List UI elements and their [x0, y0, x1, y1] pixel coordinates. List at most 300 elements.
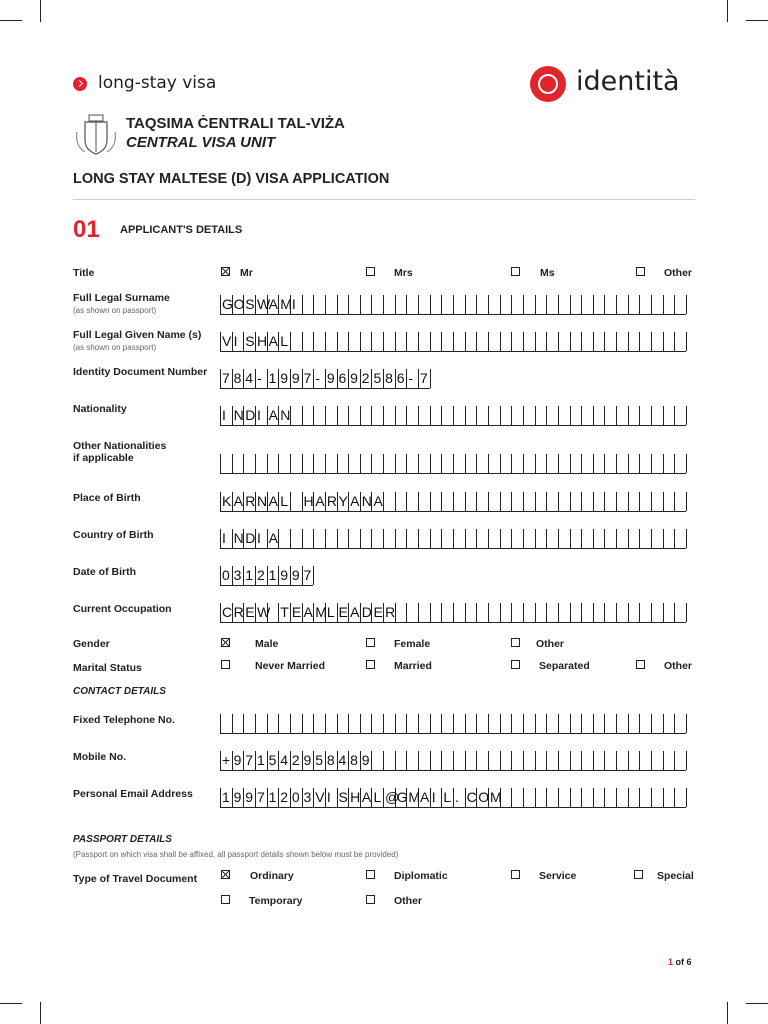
country-of-birth-field[interactable]	[220, 529, 686, 549]
field-cell-divider	[500, 751, 501, 770]
field-cell-divider	[371, 714, 372, 733]
field-cell-divider	[278, 454, 279, 473]
field-cell-divider	[674, 454, 675, 473]
field-cell-divider	[337, 529, 338, 548]
gender-female-checkbox[interactable]	[366, 638, 375, 647]
field-cell-divider	[453, 603, 454, 622]
field-char: 5	[373, 370, 382, 386]
field-cell-divider	[348, 454, 349, 473]
field-cell-divider	[616, 406, 617, 425]
field-char: @	[385, 789, 400, 805]
field-char: Y	[338, 493, 348, 509]
field-cell-divider	[267, 751, 268, 770]
field-cell-divider	[290, 529, 291, 548]
field-cell-divider	[604, 714, 605, 733]
field-char: +	[222, 752, 231, 768]
doc-diplomatic-checkbox[interactable]	[366, 870, 375, 879]
field-cell-divider	[616, 751, 617, 770]
field-cell-divider	[371, 295, 372, 314]
field-cell-divider	[616, 332, 617, 351]
field-cell-divider	[243, 369, 244, 388]
field-cell-divider	[430, 332, 431, 351]
field-cell-divider	[523, 332, 524, 351]
field-cell-divider	[430, 714, 431, 733]
travel-document-label: Type of Travel Document	[73, 873, 198, 885]
field-cell-divider	[383, 751, 384, 770]
field-cell-divider	[418, 332, 419, 351]
divider	[73, 199, 695, 200]
field-cell-divider	[511, 492, 512, 511]
field-cell-divider	[371, 751, 372, 770]
field-char: I	[222, 530, 226, 546]
field-cell-divider	[383, 714, 384, 733]
field-char: H	[350, 789, 361, 805]
field-cell-divider	[395, 369, 396, 388]
field-cell-divider	[255, 603, 256, 622]
email-label: Personal Email Address	[73, 788, 193, 800]
field-cell-divider	[220, 788, 221, 807]
field-char: 8	[326, 752, 335, 768]
field-char: E	[338, 604, 348, 620]
field-cell-divider	[430, 492, 431, 511]
field-cell-divider	[570, 714, 571, 733]
field-cell-divider	[290, 603, 291, 622]
field-cell-divider	[232, 751, 233, 770]
field-char: 3	[233, 567, 242, 583]
field-char: A	[315, 493, 325, 509]
marital-status-label: Marital Status	[73, 662, 142, 674]
field-cell-divider	[628, 714, 629, 733]
field-cell-divider	[686, 751, 687, 770]
field-char: 2	[256, 567, 265, 583]
field-cell-divider	[535, 529, 536, 548]
field-cell-divider	[290, 751, 291, 770]
field-cell-divider	[302, 406, 303, 425]
field-cell-divider	[232, 788, 233, 807]
field-cell-divider	[290, 714, 291, 733]
field-cell-divider	[686, 295, 687, 314]
field-cell-divider	[628, 788, 629, 807]
field-char: 6	[396, 370, 405, 386]
field-cell-divider	[337, 369, 338, 388]
field-cell-divider	[535, 788, 536, 807]
date-of-birth-label: Date of Birth	[73, 566, 136, 578]
section-number: 01	[73, 216, 100, 243]
field-cell-divider	[453, 406, 454, 425]
field-char: L	[443, 789, 452, 805]
field-cell-divider	[511, 751, 512, 770]
field-cell-divider	[255, 454, 256, 473]
marital-other-checkbox[interactable]	[636, 660, 645, 669]
field-cell-divider	[593, 406, 594, 425]
field-cell-divider	[267, 529, 268, 548]
doc-special-checkbox[interactable]	[634, 870, 643, 879]
title-ms-checkbox[interactable]	[511, 267, 520, 276]
field-char: I	[256, 407, 261, 423]
field-char: D	[245, 530, 256, 546]
field-cell-divider	[686, 529, 687, 548]
title-mrs-checkbox[interactable]	[366, 267, 375, 276]
field-cell-divider	[651, 529, 652, 548]
field-cell-divider	[651, 332, 652, 351]
crop-mark	[0, 1003, 22, 1004]
field-cell-divider	[325, 751, 326, 770]
field-cell-divider	[453, 751, 454, 770]
surname-label: Full Legal Surname	[73, 292, 170, 304]
field-char: R	[245, 493, 256, 509]
marital-option-never-married: Never Married	[255, 660, 326, 672]
department-maltese: TAQSIMA ĊENTRALI TAL-VIŻA	[126, 115, 345, 132]
field-cell-divider	[220, 529, 221, 548]
field-cell-divider	[570, 788, 571, 807]
field-cell-divider	[628, 454, 629, 473]
field-cell-divider	[686, 454, 687, 473]
field-cell-divider	[523, 492, 524, 511]
field-cell-divider	[686, 788, 687, 807]
field-char: R	[233, 604, 244, 620]
field-cell-divider	[243, 454, 244, 473]
field-cell-divider	[535, 492, 536, 511]
field-cell-divider	[267, 566, 268, 585]
page-number	[668, 957, 692, 967]
surname-field[interactable]	[220, 295, 686, 315]
field-cell-divider	[383, 788, 384, 807]
field-cell-divider	[546, 406, 547, 425]
other-nationalities-field[interactable]	[220, 454, 686, 474]
field-cell-divider	[290, 566, 291, 585]
brand-identita: identità	[576, 66, 680, 97]
doc-other-checkbox[interactable]	[366, 895, 375, 904]
field-cell-divider	[278, 603, 279, 622]
field-cell-divider	[267, 714, 268, 733]
field-cell-divider	[383, 454, 384, 473]
field-cell-divider	[313, 529, 314, 548]
id-number-label: Identity Document Number	[73, 366, 208, 378]
field-cell-divider	[511, 454, 512, 473]
field-cell-divider	[441, 492, 442, 511]
field-cell-divider	[418, 369, 419, 388]
field-cell-divider	[581, 295, 582, 314]
field-cell-divider	[593, 788, 594, 807]
field-cell-divider	[337, 406, 338, 425]
gender-male-checkbox[interactable]	[221, 638, 230, 647]
field-cell-divider	[290, 332, 291, 351]
marital-option-separated: Separated	[539, 660, 590, 672]
marital-separated-checkbox[interactable]	[511, 660, 520, 669]
field-cell-divider	[523, 788, 524, 807]
title-option-mrs: Mrs	[394, 267, 413, 279]
field-char: A	[233, 493, 243, 509]
field-char: L	[280, 493, 289, 509]
field-cell-divider	[348, 529, 349, 548]
field-char: W	[256, 604, 271, 620]
field-cell-divider	[406, 529, 407, 548]
field-cell-divider	[651, 603, 652, 622]
field-cell-divider	[243, 332, 244, 351]
field-cell-divider	[604, 492, 605, 511]
field-cell-divider	[558, 788, 559, 807]
field-char: E	[245, 604, 255, 620]
field-cell-divider	[616, 788, 617, 807]
field-cell-divider	[360, 332, 361, 351]
occupation-field[interactable]	[220, 603, 686, 623]
field-char: A	[420, 789, 430, 805]
field-cell-divider	[430, 454, 431, 473]
field-cell-divider	[406, 714, 407, 733]
field-char: 9	[303, 752, 312, 768]
field-cell-divider	[604, 295, 605, 314]
mobile-field[interactable]	[220, 751, 686, 771]
field-cell-divider	[570, 529, 571, 548]
field-char: N	[233, 530, 244, 546]
field-char: 5	[315, 752, 323, 768]
field-char: R	[385, 604, 396, 620]
marital-married-checkbox[interactable]	[366, 660, 375, 669]
field-cell-divider	[604, 788, 605, 807]
field-cell-divider	[395, 332, 396, 351]
field-cell-divider	[500, 492, 501, 511]
given-name-field[interactable]	[220, 332, 686, 352]
field-cell-divider	[639, 454, 640, 473]
field-cell-divider	[430, 406, 431, 425]
field-cell-divider	[453, 788, 454, 807]
date-of-birth-field[interactable]	[220, 566, 313, 586]
field-cell-divider	[674, 295, 675, 314]
field-cell-divider	[535, 603, 536, 622]
field-cell-divider	[220, 295, 221, 314]
field-cell-divider	[302, 369, 303, 388]
field-cell-divider	[220, 369, 221, 388]
field-cell-divider	[511, 529, 512, 548]
field-char: 9	[233, 789, 242, 805]
crop-mark	[40, 1002, 41, 1024]
field-cell-divider	[686, 332, 687, 351]
field-char: I	[291, 296, 296, 312]
field-cell-divider	[570, 454, 571, 473]
field-cell-divider	[290, 788, 291, 807]
field-cell-divider	[686, 492, 687, 511]
field-cell-divider	[535, 454, 536, 473]
marital-option-married: Married	[394, 660, 432, 672]
field-cell-divider	[418, 492, 419, 511]
field-char: A	[361, 789, 372, 805]
field-char: V	[222, 333, 232, 349]
field-cell-divider	[546, 332, 547, 351]
title-other-checkbox[interactable]	[636, 267, 645, 276]
doc-service-checkbox[interactable]	[511, 870, 520, 879]
field-cell-divider	[558, 454, 559, 473]
field-char: A	[268, 296, 278, 312]
field-cell-divider	[441, 295, 442, 314]
field-cell-divider	[255, 714, 256, 733]
field-cell-divider	[476, 295, 477, 314]
email-field[interactable]	[220, 788, 686, 808]
field-char: O	[478, 789, 490, 805]
field-cell-divider	[663, 788, 664, 807]
field-cell-divider	[220, 406, 221, 425]
field-cell-divider	[337, 603, 338, 622]
field-char: D	[361, 604, 372, 620]
field-cell-divider	[639, 332, 640, 351]
field-cell-divider	[325, 295, 326, 314]
field-cell-divider	[406, 369, 407, 388]
field-cell-divider	[581, 788, 582, 807]
field-cell-divider	[628, 603, 629, 622]
field-cell-divider	[267, 454, 268, 473]
field-cell-divider	[546, 714, 547, 733]
field-cell-divider	[628, 529, 629, 548]
field-char: R	[326, 493, 337, 509]
doc-option-diplomatic: Diplomatic	[394, 870, 448, 882]
section-label: APPLICANT'S DETAILS	[120, 224, 243, 236]
gender-option-male: Male	[255, 638, 279, 650]
field-char: E	[373, 604, 383, 620]
field-cell-divider	[348, 295, 349, 314]
brand-long-stay-visa: long-stay visa	[98, 73, 217, 93]
field-char: D	[245, 407, 256, 423]
field-cell-divider	[255, 751, 256, 770]
field-char: 4	[280, 752, 289, 768]
field-cell-divider	[546, 295, 547, 314]
place-of-birth-field[interactable]	[220, 492, 686, 512]
field-cell-divider	[313, 751, 314, 770]
gender-other-checkbox[interactable]	[511, 638, 520, 647]
field-cell-divider	[337, 332, 338, 351]
nationality-field[interactable]	[220, 406, 686, 426]
field-char: S	[245, 296, 255, 312]
field-char: 0	[222, 567, 230, 583]
field-char: A	[350, 604, 360, 620]
field-cell-divider	[278, 529, 279, 548]
field-cell-divider	[418, 714, 419, 733]
field-cell-divider	[348, 492, 349, 511]
field-cell-divider	[500, 332, 501, 351]
field-cell-divider	[383, 492, 384, 511]
field-cell-divider	[232, 369, 233, 388]
field-cell-divider	[371, 369, 372, 388]
field-cell-divider	[476, 529, 477, 548]
field-cell-divider	[267, 406, 268, 425]
field-cell-divider	[488, 529, 489, 548]
field-char: E	[291, 604, 302, 620]
field-cell-divider	[546, 492, 547, 511]
field-char: -	[315, 370, 320, 386]
field-cell-divider	[278, 492, 279, 511]
field-cell-divider	[651, 492, 652, 511]
fixed-telephone-label: Fixed Telephone No.	[73, 714, 175, 726]
field-cell-divider	[465, 332, 466, 351]
field-char: I	[256, 530, 261, 546]
field-cell-divider	[313, 566, 314, 585]
field-cell-divider	[325, 332, 326, 351]
field-cell-divider	[406, 603, 407, 622]
field-cell-divider	[558, 406, 559, 425]
page-current: 1	[668, 957, 674, 967]
other-nationalities-label: Other Nationalities	[73, 440, 167, 452]
field-char: I	[233, 333, 238, 349]
id-number-field[interactable]	[220, 369, 430, 389]
given-name-label: Full Legal Given Name (s)	[73, 329, 202, 341]
field-char: 1	[268, 567, 277, 583]
doc-option-other: Other	[394, 895, 423, 907]
field-cell-divider	[558, 529, 559, 548]
doc-ordinary-checkbox[interactable]	[221, 870, 230, 879]
field-cell-divider	[302, 454, 303, 473]
field-cell-divider	[686, 603, 687, 622]
field-cell-divider	[465, 603, 466, 622]
field-cell-divider	[476, 332, 477, 351]
field-cell-divider	[535, 751, 536, 770]
field-cell-divider	[232, 714, 233, 733]
field-cell-divider	[476, 406, 477, 425]
field-cell-divider	[371, 406, 372, 425]
marital-never-married-checkbox[interactable]	[221, 660, 230, 669]
field-cell-divider	[337, 788, 338, 807]
title-mr-checkbox[interactable]	[221, 267, 230, 276]
field-cell-divider	[604, 454, 605, 473]
field-cell-divider	[441, 751, 442, 770]
field-cell-divider	[302, 788, 303, 807]
field-cell-divider	[570, 406, 571, 425]
field-cell-divider	[488, 603, 489, 622]
field-char: N	[256, 493, 268, 509]
field-cell-divider	[313, 369, 314, 388]
field-cell-divider	[418, 603, 419, 622]
field-cell-divider	[371, 788, 372, 807]
field-cell-divider	[628, 332, 629, 351]
field-char: W	[256, 296, 271, 312]
field-cell-divider	[488, 332, 489, 351]
field-cell-divider	[313, 714, 314, 733]
field-cell-divider	[395, 751, 396, 770]
field-cell-divider	[511, 788, 512, 807]
fixed-telephone-field[interactable]	[220, 714, 686, 734]
doc-temporary-checkbox[interactable]	[221, 895, 230, 904]
field-cell-divider	[243, 751, 244, 770]
field-cell-divider	[674, 714, 675, 733]
field-char: I	[326, 789, 331, 805]
field-cell-divider	[348, 603, 349, 622]
field-cell-divider	[628, 492, 629, 511]
field-cell-divider	[663, 529, 664, 548]
field-cell-divider	[581, 714, 582, 733]
title-option-ms: Ms	[540, 267, 555, 279]
field-cell-divider	[395, 492, 396, 511]
field-cell-divider	[558, 603, 559, 622]
chevron-right-icon	[73, 77, 87, 91]
field-cell-divider	[663, 603, 664, 622]
field-cell-divider	[476, 751, 477, 770]
field-cell-divider	[360, 492, 361, 511]
field-cell-divider	[663, 332, 664, 351]
field-cell-divider	[639, 295, 640, 314]
field-cell-divider	[651, 714, 652, 733]
field-cell-divider	[651, 406, 652, 425]
field-cell-divider	[430, 369, 431, 388]
field-cell-divider	[302, 751, 303, 770]
field-cell-divider	[383, 406, 384, 425]
field-char: A	[303, 604, 313, 620]
field-cell-divider	[278, 788, 279, 807]
field-cell-divider	[686, 406, 687, 425]
field-char: .	[455, 789, 459, 805]
surname-sublabel: (as shown on passport)	[73, 306, 157, 315]
field-cell-divider	[255, 332, 256, 351]
field-char: 7	[303, 370, 312, 386]
department-english: CENTRAL VISA UNIT	[126, 134, 276, 151]
field-cell-divider	[243, 492, 244, 511]
field-cell-divider	[243, 566, 244, 585]
